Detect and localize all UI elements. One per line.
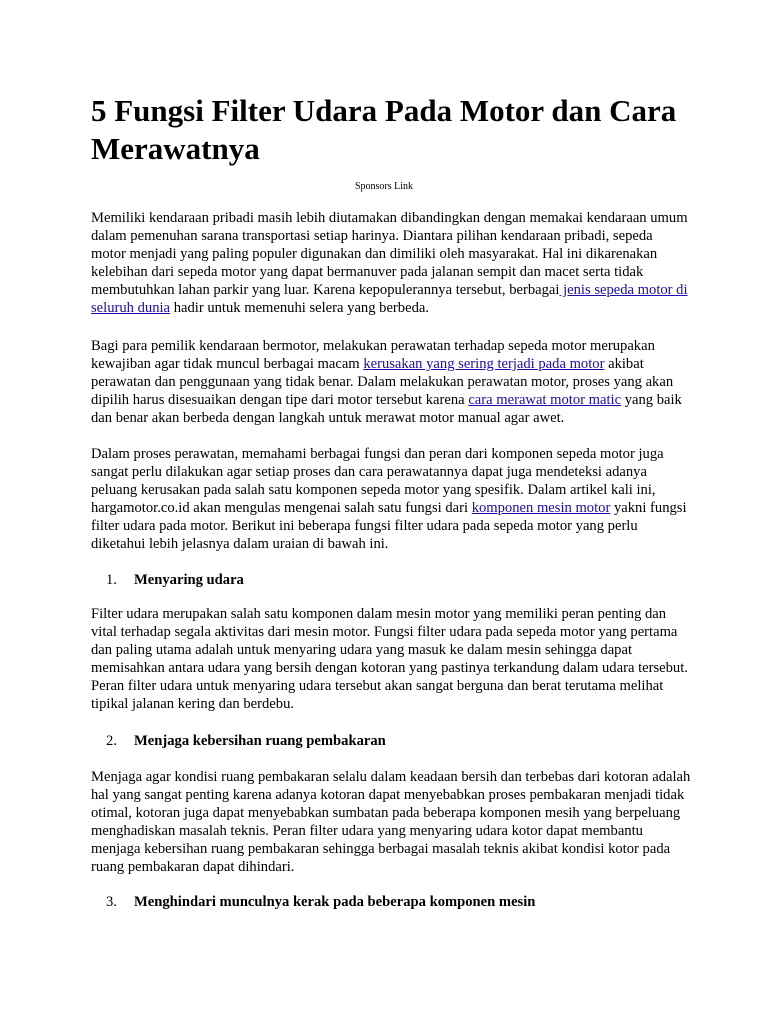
list-heading-text: Menjaga kebersihan ruang pembakaran — [134, 733, 386, 749]
paragraph-fungsi — [91, 445, 691, 553]
paragraph-text: akibat perawatan dan penggunaan yang tidak benar. Dalam melakukan perawatan motor, proses yang akan dipilih harus disesuaikan dengan tipe dari motor tersebut karena — [91, 356, 674, 408]
link-jenis-sepeda-motor[interactable]: jenis sepeda motor di seluruh dunia — [91, 282, 688, 316]
list-number: 1. — [106, 572, 117, 588]
paragraph-intro — [91, 209, 691, 317]
paragraph-text: yang baik dan benar akan berbeda dengan langkah untuk merawat motor manual agar awet. — [91, 392, 682, 426]
paragraph-text: Memiliki kendaraan pribadi masih lebih diutamakan dibandingkan dengan memakai kendaraan umum dalam pemenuhan sarana transportasi setiap harinya. Diantara pilihan kendaraan pribadi, sepeda motor menjadi yang paling populer digunakan dan dimiliki oleh masyarakat. Hal ini dikarenakan kelebihan dari sepeda motor yang dapat bermanuver pada jalanan sempit dan macet serta tidak membutuhkan lahan parkir yang luar. Karena kepopulerannya tersebut, berbagai — [91, 210, 688, 298]
list-item-heading — [106, 893, 696, 911]
list-number: 3. — [106, 894, 117, 910]
list-heading-text: Menghindari munculnya kerak pada beberapa komponen mesin — [134, 894, 536, 910]
list-item-heading — [106, 732, 696, 750]
paragraph-kebersihan: Menjaga agar kondisi ruang pembakaran selalu dalam keadaan bersih dan terbebas dari kotoran adalah hal yang sangat penting karena adanya kotoran dapat menyebabkan proses pembakaran menjadi tidak otimal, kotoran juga dapat menyebabkan sumbatan pada beberapa komponen mesih yang berpeluang menghadiskan masalah teknis. Peran filter udara yang menyaring udara kotor dapat membantu menjaga kebersihan ruang pembakaran sehingga berbagai masalah teknis akibat kondisi kotor pada ruang pembakaran dapat dihindari. — [91, 769, 691, 875]
paragraph-text: Bagi para pemilik kendaraan bermotor, melakukan perawatan terhadap sepeda motor merupakan kewajiban agar tidak muncul berbagai macam — [91, 338, 655, 372]
link-kerusakan-motor[interactable]: kerusakan yang sering terjadi pada motor — [363, 356, 605, 372]
link-cara-merawat-motor-matic[interactable]: cara merawat motor matic — [468, 392, 622, 408]
paragraph-text: yakni fungsi filter udara pada motor. Berikut ini beberapa fungsi filter udara pada sepeda motor yang perlu diketahui lebih jelasnya dalam uraian di bawah ini. — [91, 500, 687, 552]
paragraph-text: Dalam proses perawatan, memahami berbagai fungsi dan peran dari komponen sepeda motor juga sangat perlu dilakukan agar setiap proses dan cara perawatannya dapat juga mendeteksi adanya peluang kerusakan pada salah satu komponen sepeda motor yang spesifik. Dalam artikel kali ini, hargamotor.co.id akan mengulas mengenai salah satu fungsi dari — [91, 446, 664, 516]
sponsors-link-label: Sponsors Link — [354, 181, 414, 192]
article-title: 5 Fungsi Filter Udara Pada Motor dan Cara Merawatnya — [91, 93, 677, 166]
list-number: 2. — [106, 733, 117, 749]
list-heading-text: Menyaring udara — [134, 572, 244, 588]
paragraph-menyaring-udara: Filter udara merupakan salah satu komponen dalam mesin motor yang memiliki peran penting dan vital terhadap segala aktivitas dari mesin motor. Fungsi filter udara pada sepeda motor yang pertama dan paling utama adalah untuk menyaring udara yang masuk ke dalam mesin sehingga dapat memisahkan antara udara yang bersih dengan kotoran yang pastinya terkandung dalam udara tersebut. Peran filter udara untuk menyaring udara tersebut akan sangat berguna dan berat terutama melihat tipikal jalanan kering dan berdebu. — [91, 606, 688, 712]
paragraph-perawatan — [91, 337, 691, 427]
link-komponen-mesin-motor[interactable]: komponen mesin motor — [471, 500, 611, 516]
paragraph-text: hadir untuk memenuhi selera yang berbeda. — [170, 300, 429, 316]
list-item-heading — [106, 571, 696, 589]
